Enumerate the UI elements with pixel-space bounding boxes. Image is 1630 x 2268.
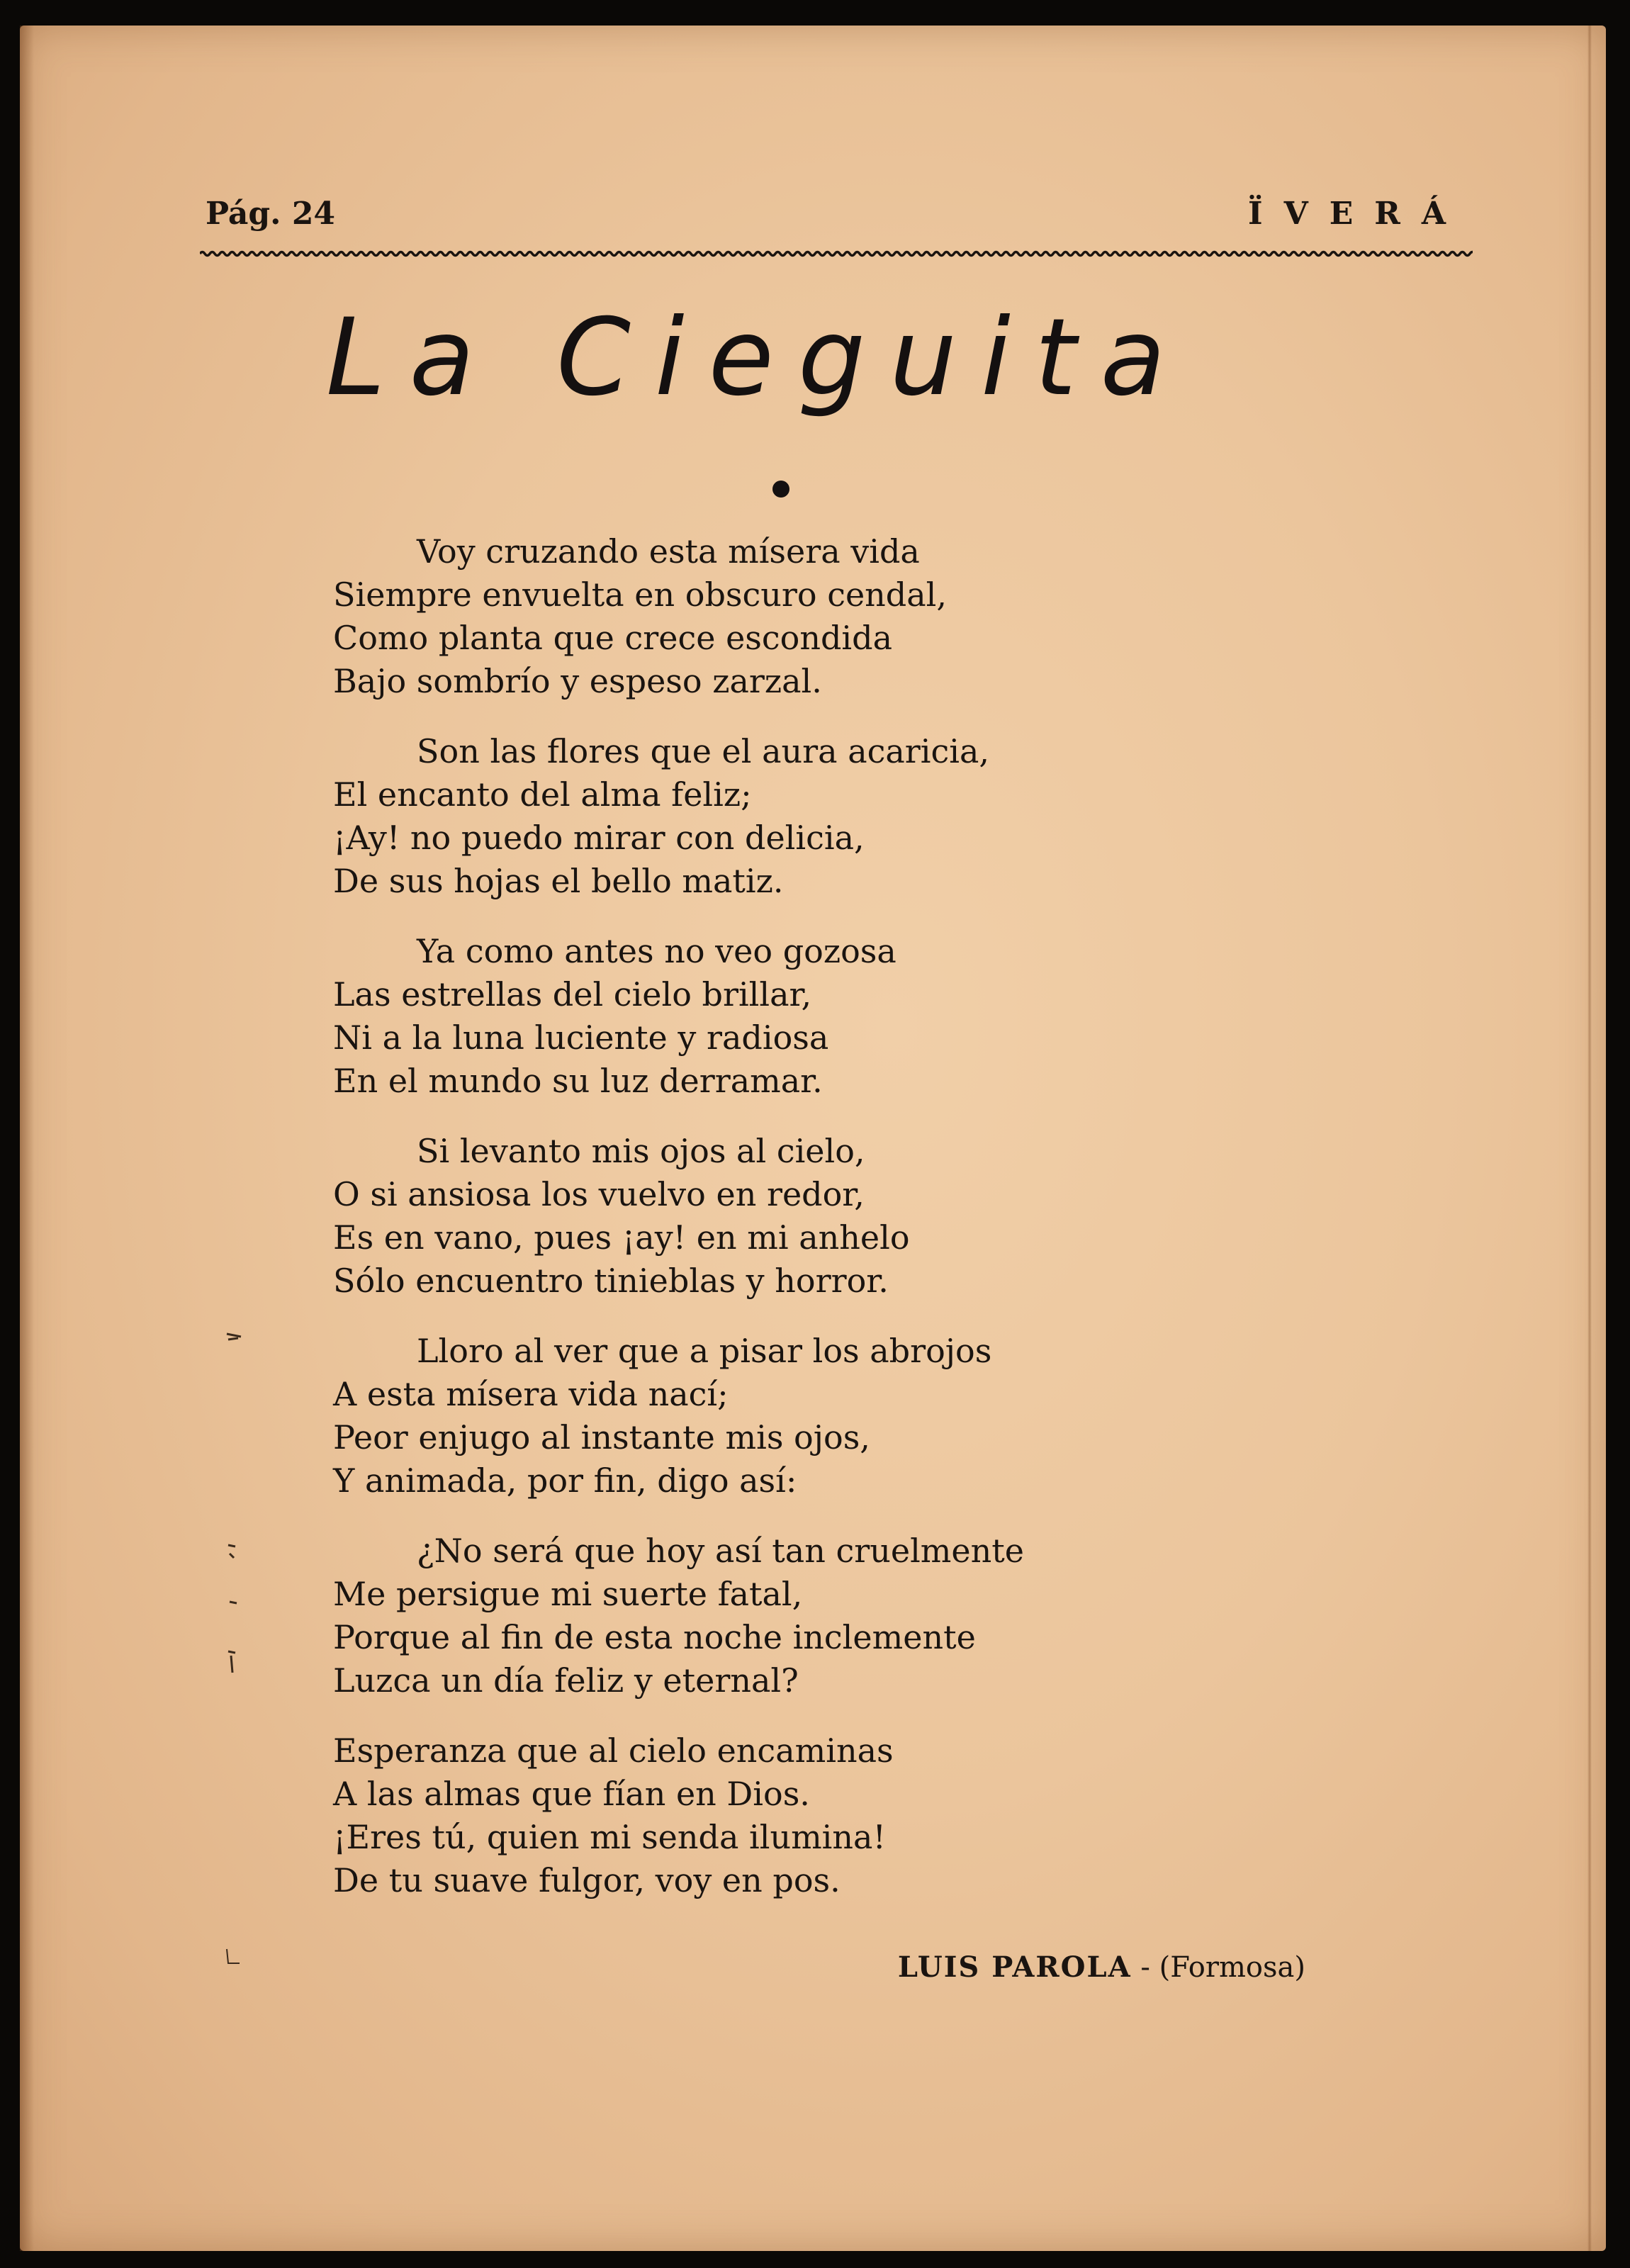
- poem-line: A las almas que fían en Dios.: [333, 1775, 810, 1813]
- poem-line: Es en vano, pues ¡ay! en mi anhelo: [333, 1218, 910, 1257]
- journal-title: ÏVERÁ: [1248, 196, 1467, 232]
- poem-line: Ni a la luna luciente y radiosa: [333, 1018, 829, 1057]
- stanza: [333, 730, 1184, 903]
- poem-line: Y animada, por fin, digo así:: [333, 1461, 797, 1500]
- poem-line: Siempre envuelta en obscuro cendal,: [333, 576, 948, 614]
- stanza: [333, 1529, 1184, 1702]
- author-name: LUIS PAROLA: [897, 1950, 1132, 1984]
- stanza: [333, 1330, 1184, 1503]
- poem-line: Peor enjugo al instante mis ojos,: [333, 1418, 870, 1456]
- poem-line: Bajo sombrío y espeso zarzal.: [333, 662, 822, 700]
- poem-line: ¡Ay! no puedo mirar con delicia,: [333, 819, 865, 857]
- poem-line: A esta mísera vida nací;: [333, 1375, 729, 1413]
- poem-line: Lloro al ver que a pisar los abrojos: [417, 1332, 992, 1370]
- poem-line: Esperanza que al cielo encaminas: [333, 1731, 894, 1770]
- poem-line: O si ansiosa los vuelvo en redor,: [333, 1175, 865, 1213]
- poem-line: ¿No será que hoy así tan cruelmente: [417, 1532, 1024, 1570]
- page-binding-edge: [20, 26, 34, 2251]
- title-bullet-ornament: [772, 481, 789, 498]
- poem-line: Porque al fin de esta noche inclemente: [333, 1618, 976, 1656]
- header-wavy-rule: [200, 245, 1473, 262]
- page-number: Pág. 24: [206, 196, 336, 232]
- page-header: [206, 196, 1467, 238]
- stanza: [333, 1130, 1184, 1303]
- signature-separator: -: [1140, 1951, 1150, 1984]
- poem-line: Ya como antes no veo gozosa: [417, 932, 896, 970]
- poem-signature: [898, 1950, 1305, 1984]
- stanza: [333, 1729, 1184, 1902]
- poem-line: De sus hojas el bello matiz.: [333, 862, 784, 900]
- poem-line: Las estrellas del cielo brillar,: [333, 975, 812, 1014]
- poem-body: [333, 530, 1184, 1929]
- stanza: [333, 930, 1184, 1103]
- margin-ink-marks: [225, 1332, 247, 1970]
- stanza: [333, 530, 1184, 703]
- poem-line: Sólo encuentro tinieblas y horror.: [333, 1262, 889, 1300]
- poem-line: Son las flores que el aura acaricia,: [417, 732, 990, 770]
- poem-line: De tu suave fulgor, voy en pos.: [333, 1861, 841, 1899]
- poem-line: Luzca un día feliz y eternal?: [333, 1661, 799, 1700]
- poem-line: Si levanto mis ojos al cielo,: [417, 1132, 865, 1170]
- poem-line: Me persigue mi suerte fatal,: [333, 1575, 803, 1613]
- poem-line: ¡Eres tú, quien mi senda ilumina!: [333, 1818, 886, 1856]
- poem-line: En el mundo su luz derramar.: [333, 1062, 823, 1100]
- author-place: (Formosa): [1159, 1951, 1305, 1984]
- poem-line: Voy cruzando esta mísera vida: [417, 532, 920, 571]
- poem-title: La Cieguita: [326, 296, 1190, 420]
- poem-line: Como planta que crece escondida: [333, 619, 893, 657]
- poem-line: El encanto del alma feliz;: [333, 775, 752, 814]
